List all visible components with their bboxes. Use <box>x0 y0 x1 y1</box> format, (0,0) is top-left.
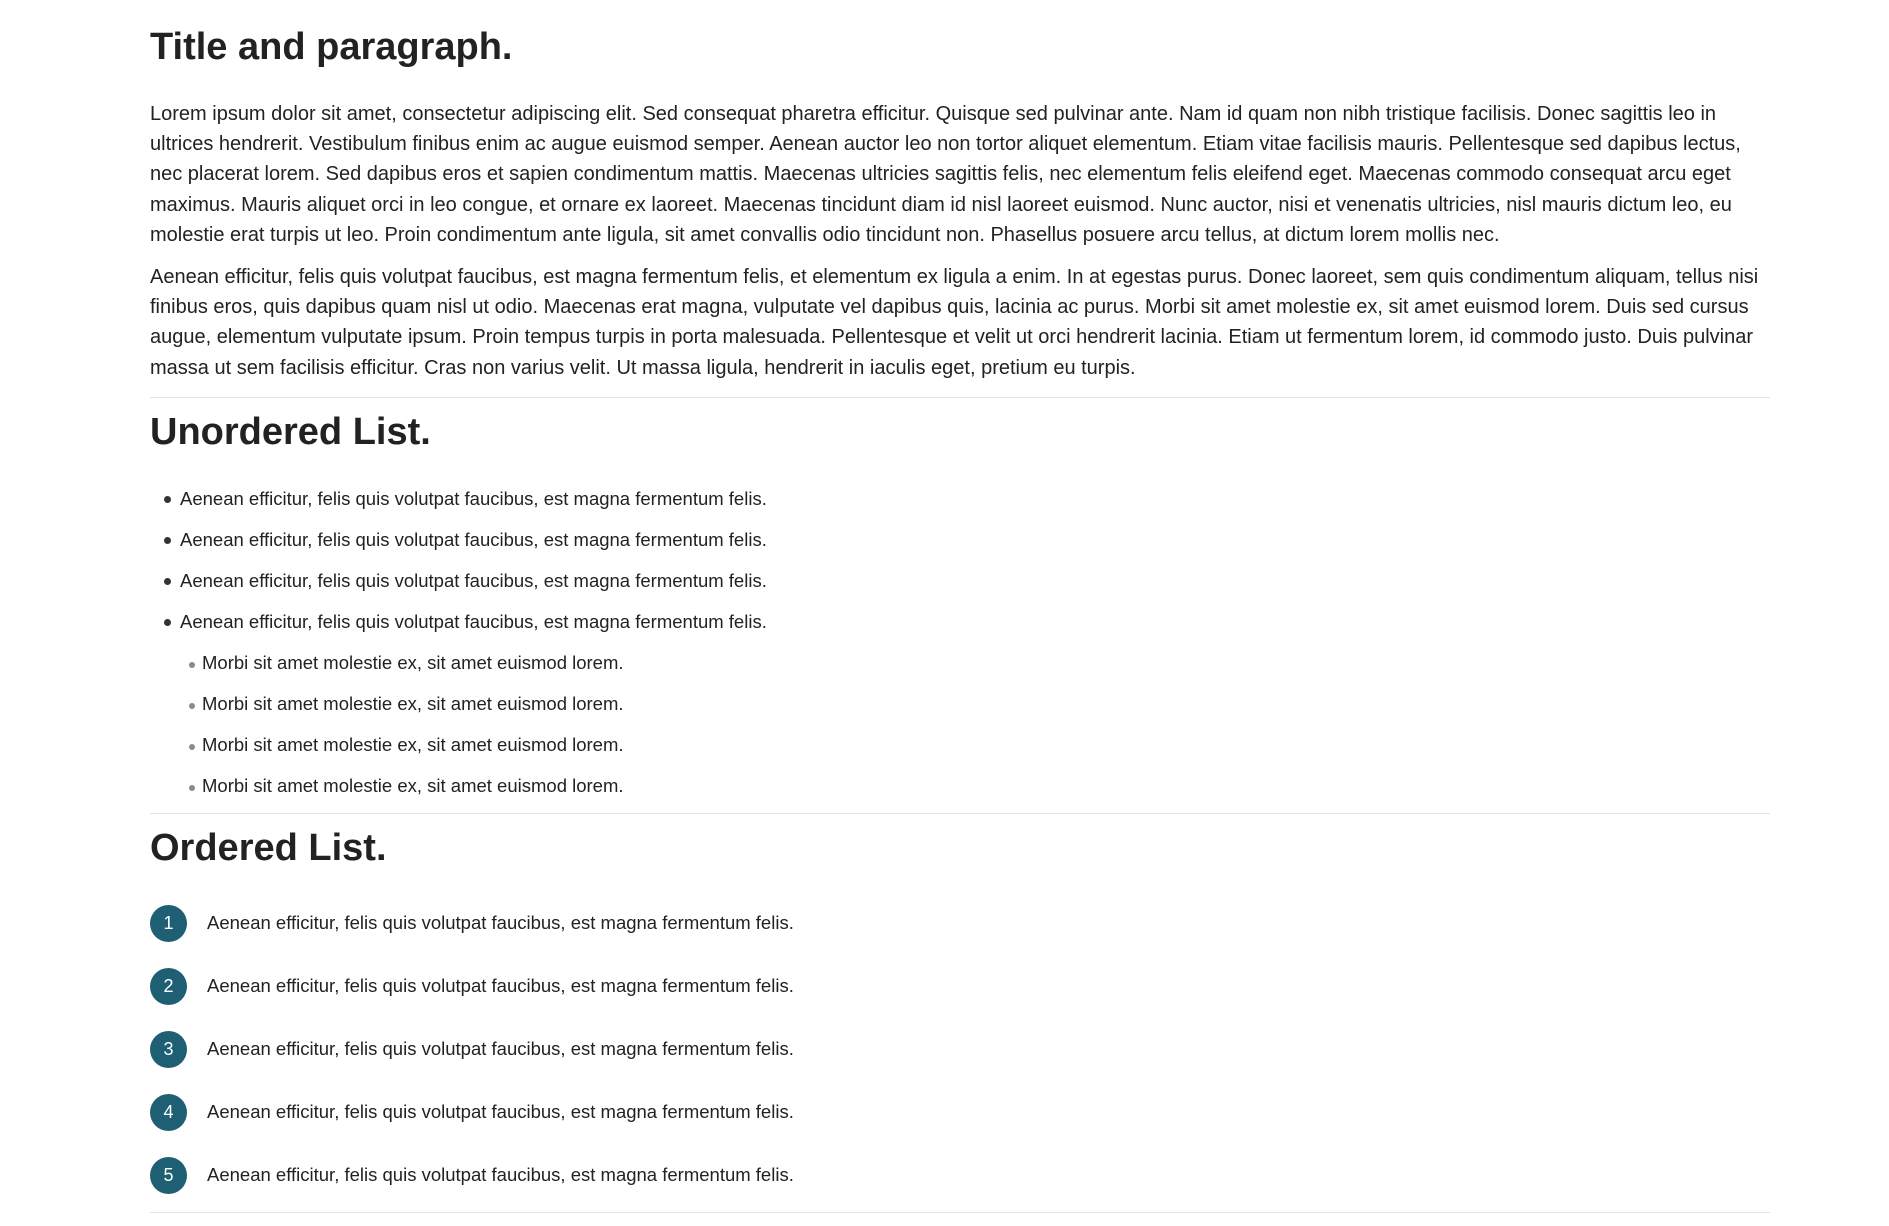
ordered-list-item <box>150 1081 1770 1144</box>
sub-bullet-icon <box>189 744 195 750</box>
document-page <box>150 0 1770 1213</box>
section-divider <box>150 1212 1770 1213</box>
ordered-list-item <box>150 955 1770 1018</box>
sub-list-item <box>150 724 1770 765</box>
sub-list-item <box>150 642 1770 683</box>
list-item-text: Aenean efficitur, felis quis volutpat faucibus, est magna fermentum felis. <box>180 610 767 632</box>
number-badge: 4 <box>150 1094 187 1131</box>
bullet-icon <box>164 496 171 503</box>
sub-list-item <box>150 765 1770 806</box>
ordered-list-item-text: Aenean efficitur, felis quis volutpat faucibus, est magna fermentum felis. <box>207 1164 794 1186</box>
number-badge: 1 <box>150 905 187 942</box>
number-badge: 3 <box>150 1031 187 1068</box>
ordered-list-item <box>150 1018 1770 1081</box>
ordered-list-item <box>150 892 1770 955</box>
ordered-list-item-text: Aenean efficitur, felis quis volutpat faucibus, est magna fermentum felis. <box>207 975 794 997</box>
bullet-icon <box>164 619 171 626</box>
title-paragraph-heading: Title and paragraph. <box>150 26 513 68</box>
section-divider <box>150 813 1770 814</box>
sub-bullet-icon <box>189 785 195 791</box>
ordered-list-item-text: Aenean efficitur, felis quis volutpat faucibus, est magna fermentum felis. <box>207 1038 794 1060</box>
sub-bullet-icon <box>189 703 195 709</box>
unordered-list-heading: Unordered List. <box>150 410 431 453</box>
ordered-list-heading: Ordered List. <box>150 826 387 869</box>
ordered-list-item-text: Aenean efficitur, felis quis volutpat faucibus, est magna fermentum felis. <box>207 912 794 934</box>
ordered-list-item <box>150 1144 1770 1207</box>
list-item-text: Aenean efficitur, felis quis volutpat faucibus, est magna fermentum felis. <box>180 528 767 550</box>
sub-list-item-text: Morbi sit amet molestie ex, sit amet euismod lorem. <box>202 774 624 796</box>
bullet-icon <box>164 578 171 585</box>
list-item <box>150 560 1770 601</box>
bullet-icon <box>164 537 171 544</box>
list-item-text: Aenean efficitur, felis quis volutpat faucibus, est magna fermentum felis. <box>180 487 767 509</box>
sub-list-item <box>150 683 1770 724</box>
number-badge: 5 <box>150 1157 187 1194</box>
sub-list-item-text: Morbi sit amet molestie ex, sit amet euismod lorem. <box>202 651 624 673</box>
number-badge: 2 <box>150 968 187 1005</box>
sub-bullet-icon <box>189 662 195 668</box>
unordered-list <box>150 478 1770 642</box>
list-item <box>150 519 1770 560</box>
sub-list-item-text: Morbi sit amet molestie ex, sit amet euismod lorem. <box>202 692 624 714</box>
list-item <box>150 478 1770 519</box>
sub-list-item-text: Morbi sit amet molestie ex, sit amet euismod lorem. <box>202 733 624 755</box>
list-item-text: Aenean efficitur, felis quis volutpat faucibus, est magna fermentum felis. <box>180 569 767 591</box>
nested-unordered-list <box>150 642 1770 806</box>
paragraph-1: Lorem ipsum dolor sit amet, consectetur adipiscing elit. Sed consequat pharetra efficitur. Quisque sed pulvinar ante. Nam id quam non nibh tristique facilisis. Donec sagittis leo in ultrices hendrerit. Vestibulum finibus enim ac augue euismod semper. Aenean auctor leo non tortor aliquet elementum. Etiam vitae facilisis mauris. Pellentesque sed dapibus lectus, nec placerat lorem. Sed dapibus eros et sapien condimentum mattis. Maecenas ultricies sagittis felis, nec elementum felis eleifend eget. Maecenas commodo consequat arcu eget maximus. Mauris aliquet orci in leo congue, et ornare ex laoreet. Maecenas tincidunt diam id nisl laoreet euismod. Nunc auctor, nisi et venenatis ultricies, nisl mauris dictum leo, eu molestie erat turpis ut leo. Proin condimentum ante ligula, sit amet convallis odio tincidunt non. Phasellus posuere arcu tellus, at dictum lorem mollis nec. <box>150 103 1741 246</box>
ordered-list-item-text: Aenean efficitur, felis quis volutpat faucibus, est magna fermentum felis. <box>207 1101 794 1123</box>
list-item <box>150 601 1770 642</box>
paragraph-2: Aenean efficitur, felis quis volutpat faucibus, est magna fermentum felis, et elementum ex ligula a enim. In at egestas purus. Donec laoreet, sem quis condimentum aliquam, tellus nisi finibus eros, quis dapibus quam nisl ut odio. Maecenas erat magna, vulputate vel dapibus quis, lacinia ac purus. Morbi sit amet molestie ex, sit amet euismod lorem. Duis sed cursus augue, elementum vulputate ipsum. Proin tempus turpis in porta malesuada. Pellentesque et velit ut orci hendrerit lacinia. Etiam ut fermentum lorem, id commodo justo. Duis pulvinar massa ut sem facilisis efficitur. Cras non varius velit. Ut massa ligula, hendrerit in iaculis eget, pretium eu turpis. <box>150 266 1759 379</box>
section-divider <box>150 397 1770 398</box>
ordered-list <box>150 892 1770 1207</box>
